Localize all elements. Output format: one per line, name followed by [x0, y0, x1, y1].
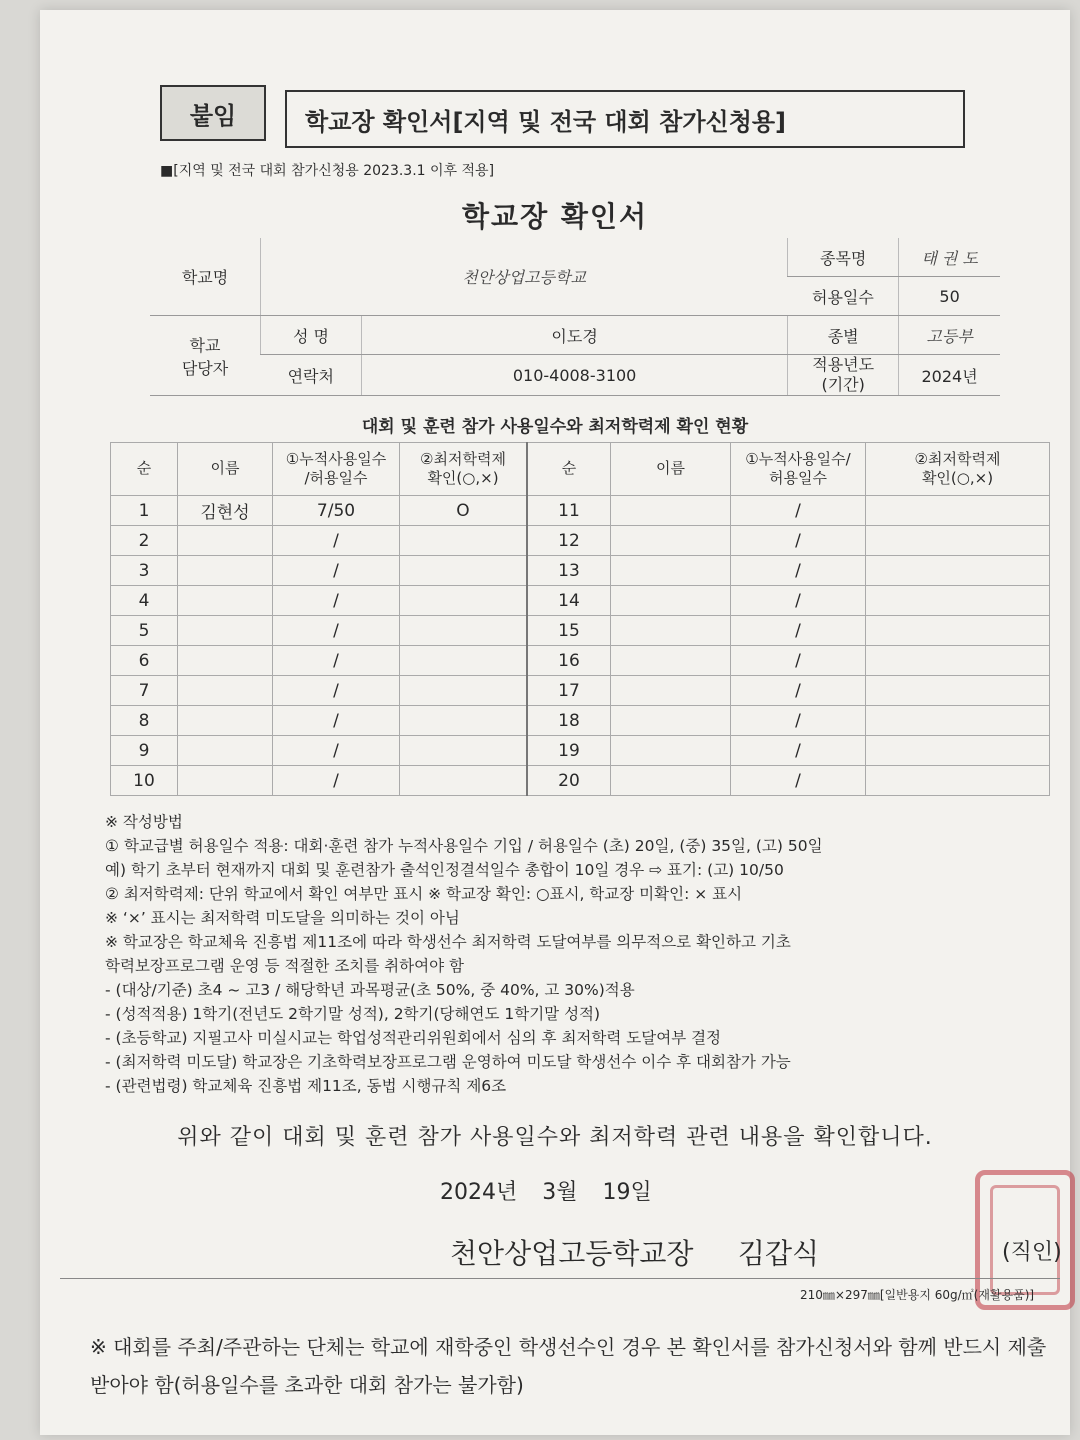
- student-name-cell: [178, 706, 273, 736]
- row-number-cell: 9: [111, 736, 178, 766]
- row-number-cell: 20: [527, 766, 611, 796]
- student-name-cell: [611, 676, 731, 706]
- year-label: 적용년도 (기간): [788, 355, 899, 396]
- student-name-cell: [178, 766, 273, 796]
- student-name-cell: [611, 766, 731, 796]
- seal-label: (직인): [1002, 1240, 1062, 1265]
- student-name-cell: [178, 736, 273, 766]
- min-academic-cell: [866, 616, 1050, 646]
- paper-spec: 210㎜×297㎜[일반용지 60g/㎡(재활용품)]: [800, 1288, 1035, 1302]
- row-number-cell: 7: [111, 676, 178, 706]
- days-used-cell: /: [731, 736, 866, 766]
- min-academic-cell: [400, 706, 528, 736]
- instruction-line: ② 최저학력제: 단위 학교에서 확인 여부만 표시 ※ 학교장 확인: ○표시, 학교장 미확인: × 표시: [105, 885, 743, 903]
- instruction-line: - (대상/기준) 초4 ~ 고3 / 해당학년 과목평균(초 50%, 중 40%, 고 30%)적용: [105, 981, 635, 999]
- instruction-line: ※ ‘×’ 표시는 최저학력 미도달을 의미하는 것이 아님: [105, 909, 460, 927]
- col-no: 순: [111, 443, 178, 496]
- min-academic-cell: [400, 676, 528, 706]
- instruction-line: 학력보장프로그램 운영 등 적절한 조치를 취하여야 함: [105, 957, 464, 975]
- student-name-cell: [611, 706, 731, 736]
- table-row: [111, 556, 1050, 586]
- days-used-cell: /: [731, 616, 866, 646]
- min-academic-cell: [866, 646, 1050, 676]
- school-label: 학교명: [150, 238, 261, 316]
- student-name-cell: [178, 586, 273, 616]
- header-title: 학교장 확인서[지역 및 전국 대회 참가신청용]: [285, 90, 965, 148]
- student-name-cell: [178, 616, 273, 646]
- instruction-line: ※ 학교장은 학교체육 진흥법 제11조에 따라 학생선수 최저학력 도달여부를 의무적으로 확인하고 기초: [105, 933, 791, 951]
- min-academic-cell: [866, 676, 1050, 706]
- min-academic-cell: [866, 766, 1050, 796]
- row-number-cell: 15: [527, 616, 611, 646]
- min-academic-cell: [400, 766, 528, 796]
- contact-label: 연락처: [261, 355, 362, 396]
- participation-table: [110, 442, 1050, 796]
- days-used-cell: /: [731, 766, 866, 796]
- min-academic-cell: [866, 496, 1050, 526]
- student-name-cell: [611, 526, 731, 556]
- col-min-right: ②최저학력제 확인(○,×): [866, 443, 1050, 496]
- instruction-line: ① 학교급별 허용일수 적용: 대회·훈련 참가 누적사용일수 기입 / 허용일수 (초) 20일, (중) 35일, (고) 50일: [105, 837, 823, 855]
- table-row: [111, 526, 1050, 556]
- row-number-cell: 18: [527, 706, 611, 736]
- instructions: [105, 810, 1065, 1098]
- divider: [60, 1278, 1060, 1279]
- row-number-cell: 11: [527, 496, 611, 526]
- min-academic-cell: [400, 646, 528, 676]
- table-row: [111, 586, 1050, 616]
- row-number-cell: 10: [111, 766, 178, 796]
- manager-label: 학교 담당자: [150, 316, 261, 396]
- min-academic-cell: [866, 736, 1050, 766]
- row-number-cell: 5: [111, 616, 178, 646]
- document-page: [40, 10, 1070, 1435]
- col-name-right: 이름: [611, 443, 731, 496]
- days-label: 허용일수: [788, 277, 899, 316]
- table-row: [111, 676, 1050, 706]
- col-min: ②최저학력제 확인(○,×): [400, 443, 528, 496]
- principal-signature: 천안상업고등학교장 김갑식: [450, 1237, 820, 1270]
- col-name: 이름: [178, 443, 273, 496]
- student-name-cell: [178, 676, 273, 706]
- days-used-cell: /: [731, 496, 866, 526]
- table-row: [111, 736, 1050, 766]
- row-number-cell: 4: [111, 586, 178, 616]
- min-academic-cell: [866, 526, 1050, 556]
- min-academic-cell: O: [400, 496, 528, 526]
- days-used-cell: /: [731, 646, 866, 676]
- category-label: 종별: [788, 316, 899, 355]
- confirmation-statement: 위와 같이 대회 및 훈련 참가 사용일수와 최저학력 관련 내용을 확인합니다.: [177, 1125, 933, 1150]
- row-number-cell: 6: [111, 646, 178, 676]
- issue-date: 2024년 3월 19일: [440, 1180, 652, 1205]
- col-days: ①누적사용일수 /허용일수: [273, 443, 400, 496]
- min-academic-cell: [400, 616, 528, 646]
- attachment-tag: 붙임: [160, 85, 266, 141]
- days-used-cell: /: [731, 586, 866, 616]
- days-used-cell: /: [273, 676, 400, 706]
- student-name-cell: [178, 526, 273, 556]
- min-academic-cell: [866, 556, 1050, 586]
- row-number-cell: 2: [111, 526, 178, 556]
- row-number-cell: 19: [527, 736, 611, 766]
- name-value: 이도경: [362, 316, 788, 355]
- year-value: 2024년: [899, 355, 1000, 396]
- days-used-cell: /: [273, 526, 400, 556]
- table-row: [111, 646, 1050, 676]
- student-name-cell: [611, 736, 731, 766]
- row-number-cell: 17: [527, 676, 611, 706]
- row-number-cell: 12: [527, 526, 611, 556]
- table-row: [111, 766, 1050, 796]
- min-academic-cell: [400, 526, 528, 556]
- row-number-cell: 3: [111, 556, 178, 586]
- days-value: 50: [899, 277, 1000, 316]
- student-name-cell: [611, 556, 731, 586]
- applicability-note: ■[지역 및 전국 대회 참가신청용 2023.3.1 이후 적용]: [160, 163, 495, 179]
- student-name-cell: [611, 496, 731, 526]
- student-name-cell: [611, 586, 731, 616]
- days-used-cell: /: [731, 706, 866, 736]
- days-used-cell: /: [273, 646, 400, 676]
- days-used-cell: /: [273, 736, 400, 766]
- instruction-line: - (최저학력 미도달) 학교장은 기초학력보장프로그램 운영하여 미도달 학생선수 이수 후 대회참가 가능: [105, 1053, 791, 1071]
- instruction-line: - (성적적용) 1학기(전년도 2학기말 성적), 2학기(당해연도 1학기말 성적): [105, 1005, 601, 1023]
- name-label: 성 명: [261, 316, 362, 355]
- row-number-cell: 8: [111, 706, 178, 736]
- section-title: 대회 및 훈련 참가 사용일수와 최저학력제 확인 현황: [361, 417, 749, 437]
- days-used-cell: /: [731, 526, 866, 556]
- days-used-cell: /: [273, 766, 400, 796]
- days-used-cell: /: [273, 586, 400, 616]
- days-used-cell: 7/50: [273, 496, 400, 526]
- school-value: 천안상업고등학교: [261, 238, 788, 316]
- row-number-cell: 13: [527, 556, 611, 586]
- table-row: [111, 706, 1050, 736]
- contact-value: 010-4008-3100: [362, 355, 788, 396]
- document-title: 학교장 확인서: [461, 200, 649, 233]
- min-academic-cell: [400, 586, 528, 616]
- col-no-right: 순: [527, 443, 611, 496]
- days-used-cell: /: [273, 706, 400, 736]
- student-name-cell: [611, 616, 731, 646]
- instruction-line: - (관련법령) 학교체육 진흥법 제11조, 동법 시행규칙 제6조: [105, 1077, 507, 1095]
- table-row: [111, 496, 1050, 526]
- sport-value: 태 권 도: [899, 238, 1000, 277]
- days-used-cell: /: [731, 676, 866, 706]
- row-number-cell: 16: [527, 646, 611, 676]
- student-name-cell: 김현성: [178, 496, 273, 526]
- min-academic-cell: [400, 736, 528, 766]
- min-academic-cell: [866, 706, 1050, 736]
- student-name-cell: [178, 556, 273, 586]
- student-name-cell: [178, 646, 273, 676]
- info-table: [150, 238, 1000, 396]
- row-number-cell: 1: [111, 496, 178, 526]
- category-value: 고등부: [899, 316, 1000, 355]
- instruction-line: - (초등학교) 지필고사 미실시교는 학업성적관리위원회에서 심의 후 최저학력 도달여부 결정: [105, 1029, 722, 1047]
- min-academic-cell: [400, 556, 528, 586]
- instruction-line: 예) 학기 초부터 현재까지 대회 및 훈련참가 출석인정결석일수 총합이 10일 경우 ⇨ 표기: (고) 10/50: [105, 861, 784, 879]
- table-header-row: [111, 443, 1050, 496]
- submission-footnote: ※ 대회를 주최/주관하는 단체는 학교에 재학중인 학생선수인 경우 본 확인서를 참가신청서와 함께 반드시 제출받아야 함(허용일수를 초과한 대회 참가는 불가함): [90, 1335, 1047, 1397]
- days-used-cell: /: [273, 556, 400, 586]
- days-used-cell: /: [273, 616, 400, 646]
- col-days-right: ①누적사용일수/ 허용일수: [731, 443, 866, 496]
- row-number-cell: 14: [527, 586, 611, 616]
- min-academic-cell: [866, 586, 1050, 616]
- instructions-title: ※ 작성방법: [105, 813, 183, 831]
- student-name-cell: [611, 646, 731, 676]
- table-row: [111, 616, 1050, 646]
- sport-label: 종목명: [788, 238, 899, 277]
- days-used-cell: /: [731, 556, 866, 586]
